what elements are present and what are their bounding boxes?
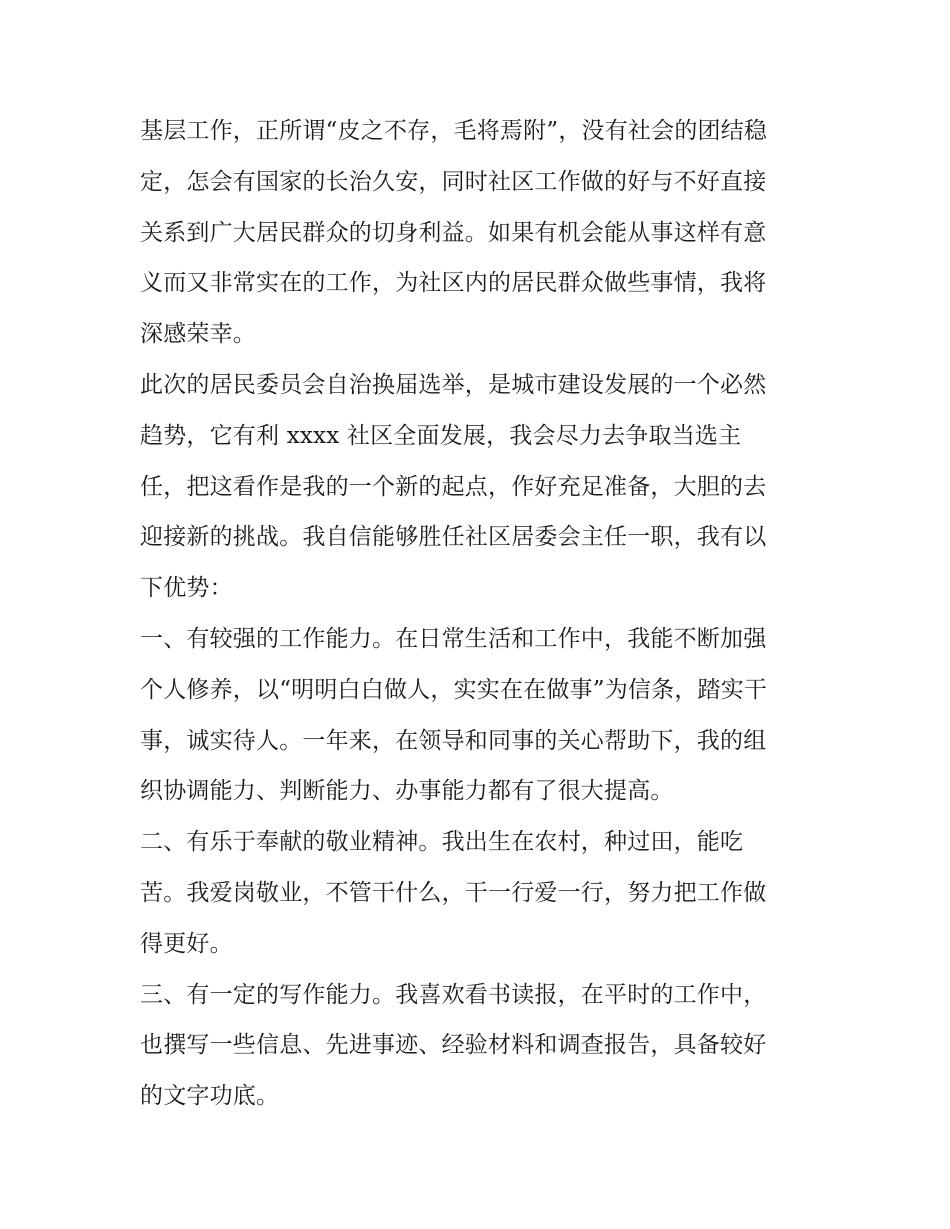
text-line: 趋势，它有利 xxxx 社区全面发展，我会尽力去争取当选主 [140,422,742,449]
text-line: 迎接新的挑战。我自信能够胜任社区居委会主任一职，我有以 [140,524,767,551]
text-line: 定，怎会有国家的长治久安，同时社区工作做的好与不好直接 [140,168,767,195]
text-line: 个人修养，以“明明白白做人，实实在在做事”为信条，踏实干 [140,676,768,703]
text-line: 织协调能力、判断能力、办事能力都有了很大提高。 [140,778,674,805]
text-line: 事，诚实待人。一年来，在领导和同事的关心帮助下，我的组 [140,727,767,754]
text-line: 得更好。 [140,930,233,957]
text-line: 二、有乐于奉献的敬业精神。我出生在农村，种过田，能吃 [140,829,744,856]
text-line: 基层工作，正所谓“皮之不存，毛将焉附”，没有社会的团结稳 [140,118,768,144]
text-line: 此次的居民委员会自治换届选举，是城市建设发展的一个必然 [140,371,767,398]
text-line: 任，把这看作是我的一个新的起点，作好充足准备，大胆的去 [140,473,767,500]
text-line: 三、有一定的写作能力。我喜欢看书读报，在平时的工作中， [140,981,767,1008]
text-line: 义而又非常实在的工作，为社区内的居民群众做些事情，我将 [140,270,767,297]
text-line: 也撰写一些信息、先进事迹、经验材料和调查报告，具备较好 [140,1032,767,1059]
text-line: 的文字功底。 [140,1083,280,1110]
body-text [140,106,820,1122]
text-line: 深感荣幸。 [140,321,256,348]
text-line: 下优势： [140,575,233,602]
text-line: 一、有较强的工作能力。在日常生活和工作中，我能不断加强 [140,625,767,652]
text-line: 关系到广大居民群众的切身利益。如果有机会能从事这样有意 [140,219,767,246]
text-line: 苦。我爱岗敬业，不管干什么，干一行爱一行，努力把工作做 [140,879,767,906]
